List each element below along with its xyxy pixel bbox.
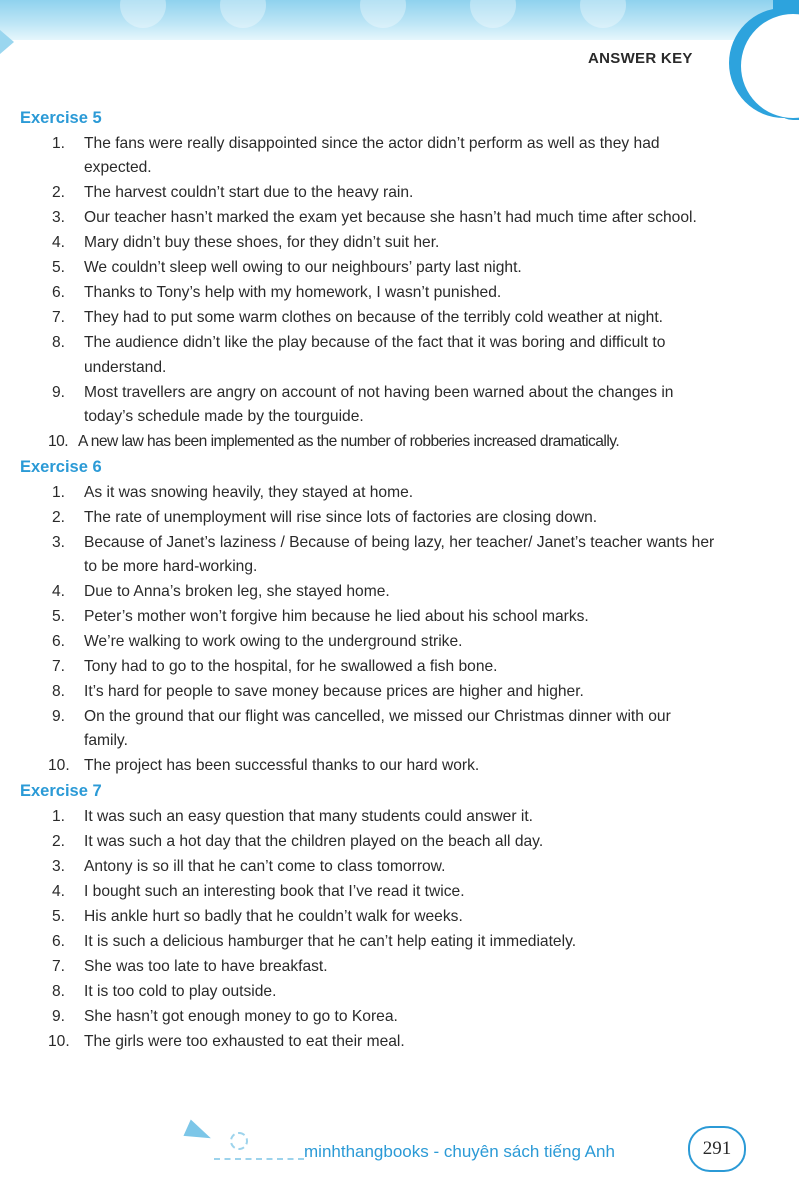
item-number: 1. xyxy=(52,807,66,825)
paper-plane-icon xyxy=(183,1119,214,1146)
answer-item xyxy=(0,605,799,629)
exercise-6 xyxy=(0,457,799,779)
item-text: The audience didn’t like the play because of the fact that it was boring and difficult to understand. xyxy=(84,334,666,376)
item-number: 5. xyxy=(52,608,66,626)
answer-item xyxy=(0,231,799,255)
item-text: Most travellers are angry on account of not having been warned about the changes in today’s schedule made by the tourguide. xyxy=(84,383,674,426)
answer-item xyxy=(0,705,799,754)
item-text: Our teacher hasn’t marked the exam yet because she hasn’t had much time after school. xyxy=(84,209,697,227)
item-number: 4. xyxy=(52,234,66,252)
item-number: 6. xyxy=(52,633,66,651)
header-band xyxy=(0,0,799,40)
item-number: 8. xyxy=(52,982,66,1000)
decor-bubble xyxy=(220,0,266,28)
item-text: The harvest couldn’t start due to the heavy rain. xyxy=(84,184,414,202)
item-text: Due to Anna’s broken leg, she stayed home. xyxy=(84,583,390,601)
answer-item xyxy=(0,132,799,181)
answer-item xyxy=(0,281,799,305)
item-text: The rate of unemployment will rise since lots of factories are closing down. xyxy=(84,508,598,526)
exercise-title: Exercise 5 xyxy=(20,109,102,127)
answer-item xyxy=(0,306,799,330)
item-text: Because of Janet’s laziness / Because of being lazy, her teacher/ Janet’s teacher wants her to be more hard-working. xyxy=(84,533,715,576)
item-number: 10. xyxy=(48,1032,70,1050)
item-text: They had to put some warm clothes on because of the terribly cold weather at night. xyxy=(84,309,664,327)
answer-item xyxy=(0,980,799,1004)
answer-item xyxy=(0,580,799,604)
item-number: 2. xyxy=(52,508,66,526)
item-text: Tony had to go to the hospital, for he swallowed a fish bone. xyxy=(84,658,498,676)
answer-item xyxy=(0,481,799,505)
answer-item xyxy=(0,680,799,704)
decor-bubble xyxy=(120,0,166,28)
decor-bubble xyxy=(580,0,626,28)
item-number: 9. xyxy=(52,383,66,401)
item-text: It is such a delicious hamburger that he can’t help eating it immediately. xyxy=(84,932,577,950)
decor-bubble xyxy=(470,0,516,28)
answer-item xyxy=(0,805,799,829)
item-number: 8. xyxy=(52,334,66,352)
item-number: 4. xyxy=(52,882,66,900)
answer-item xyxy=(0,430,799,454)
item-number: 9. xyxy=(52,708,66,726)
item-text: She hasn’t got enough money to go to Korea. xyxy=(84,1007,398,1025)
answer-item xyxy=(0,955,799,979)
item-number: 3. xyxy=(52,857,66,875)
item-text: Peter’s mother won’t forgive him because he lied about his school marks. xyxy=(84,608,589,626)
item-text: We’re walking to work owing to the underground strike. xyxy=(84,633,463,651)
item-number: 2. xyxy=(52,184,66,202)
item-text: It was such a hot day that the children played on the beach all day. xyxy=(84,832,544,850)
item-number: 1. xyxy=(52,135,66,152)
item-text: It was such an easy question that many students could answer it. xyxy=(84,807,533,825)
answer-item xyxy=(0,531,799,580)
exercise-5 xyxy=(0,108,799,455)
answer-item xyxy=(0,181,799,205)
corner-notch xyxy=(0,30,14,54)
answer-list xyxy=(0,481,799,779)
item-number: 3. xyxy=(52,533,66,551)
answer-item xyxy=(0,630,799,654)
page-number: 291 xyxy=(688,1126,746,1172)
answer-item xyxy=(0,206,799,230)
item-text: His ankle hurt so badly that he couldn’t walk for weeks. xyxy=(84,907,463,925)
answer-item xyxy=(0,331,799,380)
item-text: The girls were too exhausted to eat their meal. xyxy=(84,1032,405,1050)
answer-item xyxy=(0,1030,799,1054)
answer-item xyxy=(0,1005,799,1029)
exercise-title: Exercise 7 xyxy=(20,781,102,800)
item-text: The fans were really disappointed since the actor didn’t perform as well as they had expected. xyxy=(84,135,660,177)
answer-list xyxy=(0,805,799,1054)
item-number: 9. xyxy=(52,1007,66,1025)
item-number: 5. xyxy=(52,907,66,925)
answer-item xyxy=(0,880,799,904)
item-number: 6. xyxy=(52,284,66,302)
item-number: 7. xyxy=(52,658,66,676)
answer-item xyxy=(0,930,799,954)
plane-trail xyxy=(214,1148,304,1160)
item-text: It’s hard for people to save money because prices are higher and higher. xyxy=(84,683,584,701)
answer-item xyxy=(0,830,799,854)
item-number: 8. xyxy=(52,683,66,701)
decor-bubble xyxy=(360,0,406,28)
answer-item xyxy=(0,506,799,530)
item-number: 3. xyxy=(52,209,66,227)
answer-item xyxy=(0,381,799,430)
answer-item xyxy=(0,655,799,679)
item-text: As it was snowing heavily, they stayed at home. xyxy=(84,483,414,501)
item-text: A new law has been implemented as the number of robberies increased dramatically. xyxy=(78,433,620,451)
item-text: I bought such an interesting book that I’ve read it twice. xyxy=(84,882,465,900)
item-number: 6. xyxy=(52,932,66,950)
footer-brand: minhthangbooks - chuyên sách tiếng Anh xyxy=(304,1142,615,1161)
item-text: We couldn’t sleep well owing to our neighbours’ party last night. xyxy=(84,259,522,277)
answer-content xyxy=(0,108,799,1056)
answer-item xyxy=(0,855,799,879)
item-number: 4. xyxy=(52,583,66,601)
answer-list xyxy=(0,132,799,455)
item-text: Antony is so ill that he can’t come to class tomorrow. xyxy=(84,857,446,875)
answer-item xyxy=(0,256,799,280)
section-label: ANSWER KEY xyxy=(588,50,693,67)
answer-item xyxy=(0,754,799,778)
exercise-title: Exercise 6 xyxy=(20,457,102,476)
item-number: 2. xyxy=(52,832,66,850)
item-number: 1. xyxy=(52,483,66,501)
item-number: 7. xyxy=(52,309,66,327)
item-text: On the ground that our flight was cancelled, we missed our Christmas dinner with our family. xyxy=(84,708,671,750)
item-text: The project has been successful thanks to our hard work. xyxy=(84,757,480,775)
item-text: Thanks to Tony’s help with my homework, I wasn’t punished. xyxy=(84,284,502,302)
item-text: Mary didn’t buy these shoes, for they didn’t suit her. xyxy=(84,234,440,252)
item-number: 10. xyxy=(48,433,69,451)
item-number: 5. xyxy=(52,259,66,277)
exercise-7 xyxy=(0,781,799,1054)
item-text: She was too late to have breakfast. xyxy=(84,957,328,975)
item-text: It is too cold to play outside. xyxy=(84,982,277,1000)
item-number: 10. xyxy=(48,757,70,775)
item-number: 7. xyxy=(52,957,66,975)
answer-item xyxy=(0,905,799,929)
